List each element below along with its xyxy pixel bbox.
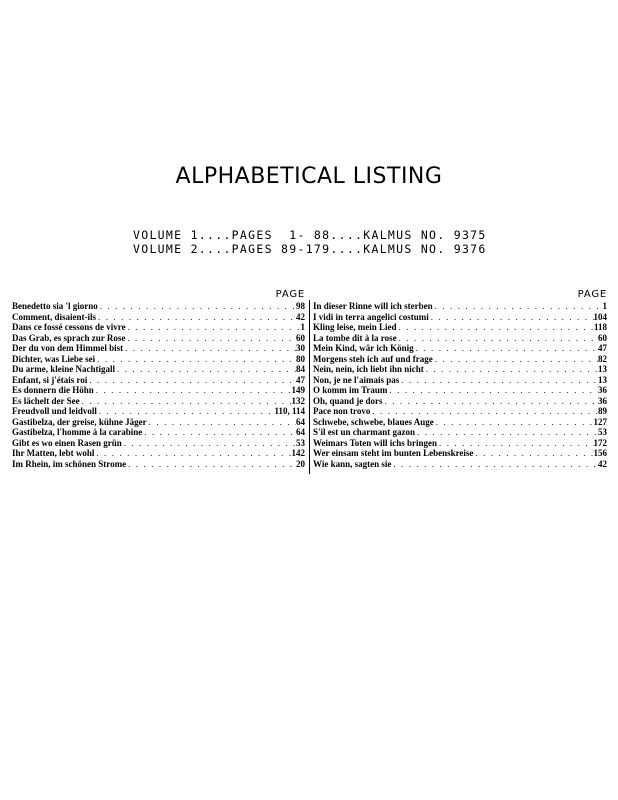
index-entry xyxy=(313,301,607,312)
entry-page: 127 xyxy=(593,416,607,427)
index-entry xyxy=(12,375,305,386)
entry-page: 149 xyxy=(291,385,305,395)
index-entry xyxy=(12,322,305,333)
left-page-heading: PAGE xyxy=(275,289,305,300)
index-entry xyxy=(12,385,305,396)
entry-page: 60 xyxy=(598,332,607,343)
index-entry xyxy=(313,322,607,333)
entry-page: 1 xyxy=(300,322,305,332)
entry-page: 42 xyxy=(296,311,305,322)
entry-title: Wer einsam steht im bunten Lebenskreise xyxy=(313,448,474,458)
entry-title: Gastibelza, der greise, kühne Jäger xyxy=(12,416,147,427)
entry-page: 172 xyxy=(593,437,607,448)
dot-leader xyxy=(147,417,296,428)
dot-leader xyxy=(98,301,296,312)
entry-title: Es lächelt der See xyxy=(12,395,80,406)
entry-title: Enfant, si j'étais roi xyxy=(12,374,88,385)
entry-page: 1 xyxy=(602,301,607,311)
entry-page: 156 xyxy=(593,448,607,458)
entry-page: 20 xyxy=(296,458,305,469)
index-entry xyxy=(313,312,607,323)
entry-page: 89 xyxy=(598,406,607,416)
index-entry xyxy=(313,438,607,449)
index-entry xyxy=(12,448,305,459)
entry-page: 47 xyxy=(598,343,607,353)
entry-title: Das Grab, es sprach zur Rose xyxy=(12,332,126,343)
entry-title: Morgens steh ich auf und frage xyxy=(313,353,433,364)
index-entry xyxy=(12,364,305,375)
volume-1-line: VOLUME 1....PAGES 1- 88....KALMUS NO. 9375 xyxy=(133,228,487,242)
entry-page: 53 xyxy=(598,427,607,437)
dot-leader xyxy=(433,301,603,312)
index-entry xyxy=(12,406,305,417)
entry-title: Gibt es wo einen Rasen grün xyxy=(12,437,122,448)
index-entry xyxy=(12,312,305,323)
entry-title: Gastibelza, l'homme à la carabine xyxy=(12,427,143,437)
entry-page: 110, 114 xyxy=(274,406,305,416)
entry-page: 104 xyxy=(593,311,607,322)
volume-2-line: VOLUME 2....PAGES 89-179....KALMUS NO. 9376 xyxy=(133,242,487,256)
entry-title: Kling leise, mein Lied xyxy=(313,322,397,332)
entry-title: Der du von dem Himmel bist xyxy=(12,343,124,353)
right-entry-list xyxy=(313,301,607,469)
entry-page: 36 xyxy=(598,395,607,406)
entry-page: 30 xyxy=(296,343,305,353)
entry-page: 47 xyxy=(296,374,305,385)
index-entry xyxy=(12,301,305,312)
entry-title: Du arme, kleine Nachtigall xyxy=(12,364,115,374)
dot-leader xyxy=(397,322,594,333)
entry-title: S'il est un charmant gazon xyxy=(313,427,416,437)
entry-title: I vidi in terra angelici costumi xyxy=(313,311,429,322)
entry-page: 142 xyxy=(291,448,305,458)
index-entry xyxy=(313,364,607,375)
entry-page: 64 xyxy=(296,416,305,427)
dot-leader xyxy=(397,333,598,344)
dot-leader xyxy=(383,396,598,407)
entry-title: Dichter, was Liebe sei xyxy=(12,353,96,364)
entry-page: 64 xyxy=(296,427,305,437)
dot-leader xyxy=(434,417,594,428)
entry-title: Schwebe, schwebe, blaues Auge xyxy=(313,416,434,427)
column-divider xyxy=(309,300,310,474)
dot-leader xyxy=(87,375,296,386)
right-page-heading: PAGE xyxy=(577,289,607,300)
dot-leader xyxy=(391,459,598,470)
entry-page: 42 xyxy=(598,458,607,469)
index-entry xyxy=(313,333,607,344)
index-entry xyxy=(313,417,607,428)
dot-leader xyxy=(126,322,301,333)
entry-page: 60 xyxy=(296,332,305,343)
dot-leader xyxy=(414,343,598,354)
entry-title: Ihr Matten, lebt wohl xyxy=(12,448,95,458)
dot-leader xyxy=(94,385,292,396)
dot-leader xyxy=(424,364,598,375)
index-entry xyxy=(313,406,607,417)
entry-title: Mein Kind, wär ich König xyxy=(313,343,414,353)
page-title: ALPHABETICAL LISTING xyxy=(175,164,443,189)
index-entry xyxy=(12,459,305,470)
dot-leader xyxy=(122,438,296,449)
entry-title: Benedetto sia 'l giorno xyxy=(12,301,98,311)
index-entry xyxy=(313,375,607,386)
left-entry-list xyxy=(12,301,305,469)
entry-title: In dieser Rinne will ich sterben xyxy=(313,301,433,311)
index-entry xyxy=(12,417,305,428)
dot-leader xyxy=(95,354,296,365)
index-entry xyxy=(313,343,607,354)
index-entry xyxy=(313,396,607,407)
entry-title: Wie kann, sagten sie xyxy=(313,458,392,469)
index-entry xyxy=(12,343,305,354)
dot-leader xyxy=(115,364,296,375)
entry-page: 84 xyxy=(296,364,305,374)
dot-leader xyxy=(96,312,296,323)
dot-leader xyxy=(473,448,593,459)
dot-leader xyxy=(437,438,593,449)
right-index-column xyxy=(313,288,607,469)
index-entry xyxy=(12,396,305,407)
dot-leader xyxy=(123,343,296,354)
entry-page: 36 xyxy=(598,385,607,395)
index-entry xyxy=(313,427,607,438)
entry-page: 118 xyxy=(593,322,607,332)
dot-leader xyxy=(97,406,275,417)
entry-page: 53 xyxy=(296,437,305,448)
index-entry xyxy=(313,354,607,365)
index-entry xyxy=(12,354,305,365)
entry-page: 13 xyxy=(598,364,607,374)
index-entry xyxy=(313,385,607,396)
dot-leader xyxy=(433,354,598,365)
entry-title: Non, je ne l'aimais pas xyxy=(313,374,400,385)
entry-title: Im Rhein, im schönen Strome xyxy=(12,458,127,469)
entry-title: Nein, nein, ich liebt ihn nicht xyxy=(313,364,424,374)
entry-page: 80 xyxy=(296,353,305,364)
dot-leader xyxy=(125,333,296,344)
index-entry xyxy=(12,438,305,449)
entry-title: O komm im Traum xyxy=(313,385,388,395)
dot-leader xyxy=(80,396,292,407)
entry-title: Es donnern die Höhn xyxy=(12,385,94,395)
entry-page: 98 xyxy=(296,301,305,311)
index-entry xyxy=(313,448,607,459)
entry-title: Oh, quand je dors xyxy=(313,395,383,406)
entry-title: La tombe dit à la rose xyxy=(313,332,397,343)
dot-leader xyxy=(399,375,598,386)
left-index-column xyxy=(12,288,305,469)
dot-leader xyxy=(429,312,594,323)
dot-leader xyxy=(126,459,296,470)
entry-page: 13 xyxy=(598,374,607,385)
entry-page: 132 xyxy=(291,395,305,406)
entry-title: Freudvoll und leidvoll xyxy=(12,406,97,416)
dot-leader xyxy=(370,406,598,417)
dot-leader xyxy=(387,385,598,396)
entry-title: Pace non trovo xyxy=(313,406,371,416)
index-entry xyxy=(313,459,607,470)
index-entry xyxy=(12,427,305,438)
entry-title: Comment, disaient-ils xyxy=(12,311,96,322)
dot-leader xyxy=(94,448,291,459)
entry-page: 82 xyxy=(598,353,607,364)
dot-leader xyxy=(142,427,296,438)
dot-leader xyxy=(415,427,598,438)
index-entry xyxy=(12,333,305,344)
entry-title: Dans ce fossé cessons de vivre xyxy=(12,322,126,332)
entry-title: Weimars Toten will ichs bringen xyxy=(313,437,438,448)
